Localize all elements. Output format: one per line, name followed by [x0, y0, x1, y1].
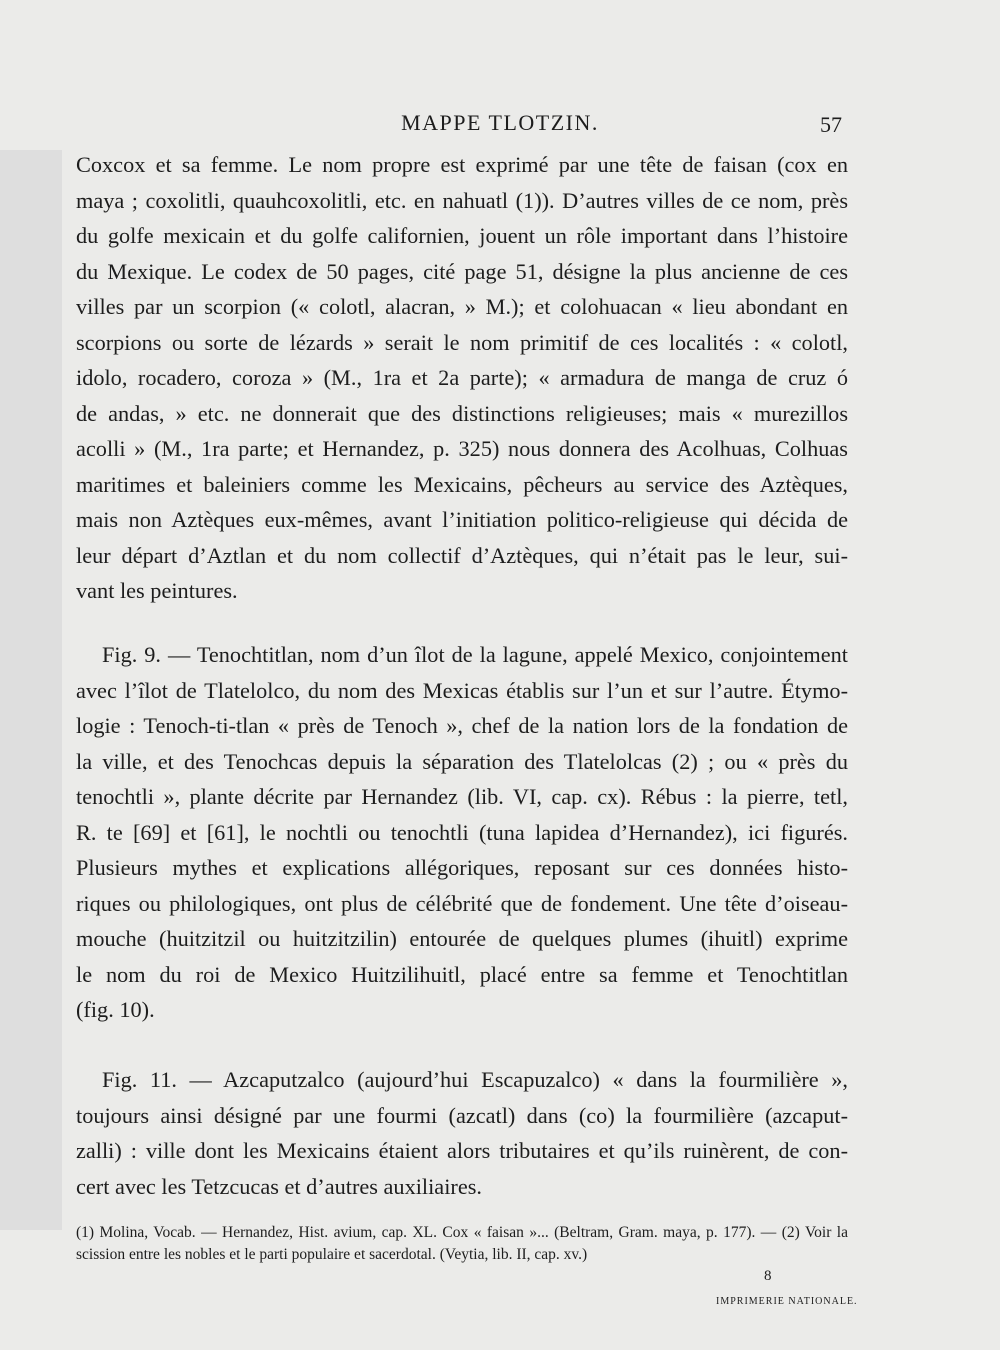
- footnotes: [76, 1222, 848, 1266]
- text-line: toujours ainsi désigné par une fourmi (azcatl) dans (co) la fourmilière (azcaput-: [76, 1102, 848, 1128]
- paragraph-fig-11: [76, 1062, 848, 1204]
- text-line: Fig. 9. — Tenochtitlan, nom d’un îlot de la lagune, appelé Mexico, conjointement: [102, 642, 848, 667]
- text-line: mais non Aztèques eux-mêmes, avant l’initiation politico-religieuse qui décida de: [76, 507, 848, 532]
- text-line: vant les peintures.: [76, 578, 238, 603]
- page-edge-shadow: [0, 150, 62, 1230]
- text-line: du Mexique. Le codex de 50 pages, cité page 51, désigne la plus ancienne de ces: [76, 258, 848, 284]
- text-line: (fig. 10).: [76, 997, 155, 1022]
- text-line: le nom du roi de Mexico Huitzilihuitl, placé entre sa femme et Tenochtitlan: [76, 961, 848, 987]
- page-number: 57: [820, 112, 842, 137]
- signature-mark: 8: [764, 1268, 772, 1284]
- paragraph-fig-9: [76, 637, 848, 1028]
- text-line: idolo, rocadero, coroza » (M., 1ra et 2a parte); « armadura de manga de cruz ó: [76, 365, 848, 390]
- text-line: Coxcox et sa femme. Le nom propre est exprimé par une tête de faisan (cox en: [76, 152, 848, 177]
- text-line: acolli » (M., 1ra parte; et Hernandez, p. 325) nous donnera des Acolhuas, Colhuas: [76, 436, 848, 461]
- text-line: de andas, » etc. ne donnerait que des distinctions religieuses; mais « murezillos: [76, 400, 848, 426]
- text-line: R. te [69] et [61], le nochtli ou tenochtli (tuna lapidea d’Hernandez), ici figurés.: [76, 819, 848, 845]
- text-line: mouche (huitzitzil ou huitzitzilin) entourée de quelques plumes (ihuitl) exprime: [76, 926, 848, 951]
- text-line: scorpions ou sorte de lézards » serait le nom primitif de ces localités : « colotl,: [76, 329, 848, 355]
- text-line: cert avec les Tetzcucas et d’autres auxiliaires.: [76, 1173, 482, 1199]
- text-line: riques ou philologiques, ont plus de célébrité que de fondement. Une tête d’oiseau-: [76, 890, 848, 916]
- text-line: maya ; coxolitli, quauhcoxolitli, etc. en nahuatl (1)). D’autres villes de ce nom, près: [76, 187, 848, 213]
- text-line: zalli) : ville dont les Mexicains étaient alors tributaires et qu’ils ruinèrent, de con-: [76, 1138, 848, 1163]
- text-line: villes par un scorpion (« colotl, alacran, » M.); et colohuacan « lieu abondant en: [76, 294, 848, 319]
- footnote-line: scission entre les nobles et le parti populaire et sacerdotal. (Veytia, lib. II, cap. xv.): [76, 1246, 588, 1263]
- text-line: tenochtli », plante décrite par Hernandez (lib. VI, cap. cx). Rébus : la pierre, tetl,: [76, 784, 848, 809]
- text-line: du golfe mexicain et du golfe californien, jouent un rôle important dans l’histoire: [76, 223, 848, 248]
- text-line: la ville, et des Tenochcas depuis la séparation des Tlatelolcas (2) ; ou « près du: [76, 748, 848, 774]
- text-line: logie : Tenoch-ti-tlan « près de Tenoch », chef de la nation lors de la fondation de: [76, 713, 848, 738]
- running-title: MAPPE TLOTZIN.: [401, 110, 599, 135]
- paragraph-coxcox: [76, 147, 848, 609]
- text-line: leur départ d’Aztlan et du nom collectif d’Aztèques, qui n’était pas le leur, sui-: [76, 542, 848, 568]
- text-line: Fig. 11. — Azcaputzalco (aujourd’hui Escapuzalco) « dans la fourmilière »,: [102, 1067, 848, 1092]
- text-line: avec l’îlot de Tlatelolco, du nom des Mexicas établis sur l’un et sur l’autre. Étymo-: [76, 677, 848, 703]
- text-line: Plusieurs mythes et explications allégoriques, reposant sur ces données histo-: [76, 855, 848, 880]
- footnote-line: (1) Molina, Vocab. — Hernandez, Hist. avium, cap. XL. Cox « faisan »... (Beltram, Gram. maya, p. 177). — (2) Voir la: [76, 1224, 848, 1241]
- text-line: maritimes et baleiniers comme les Mexicains, pêcheurs au service des Aztèques,: [76, 471, 848, 497]
- imprint: IMPRIMERIE NATIONALE.: [716, 1296, 858, 1307]
